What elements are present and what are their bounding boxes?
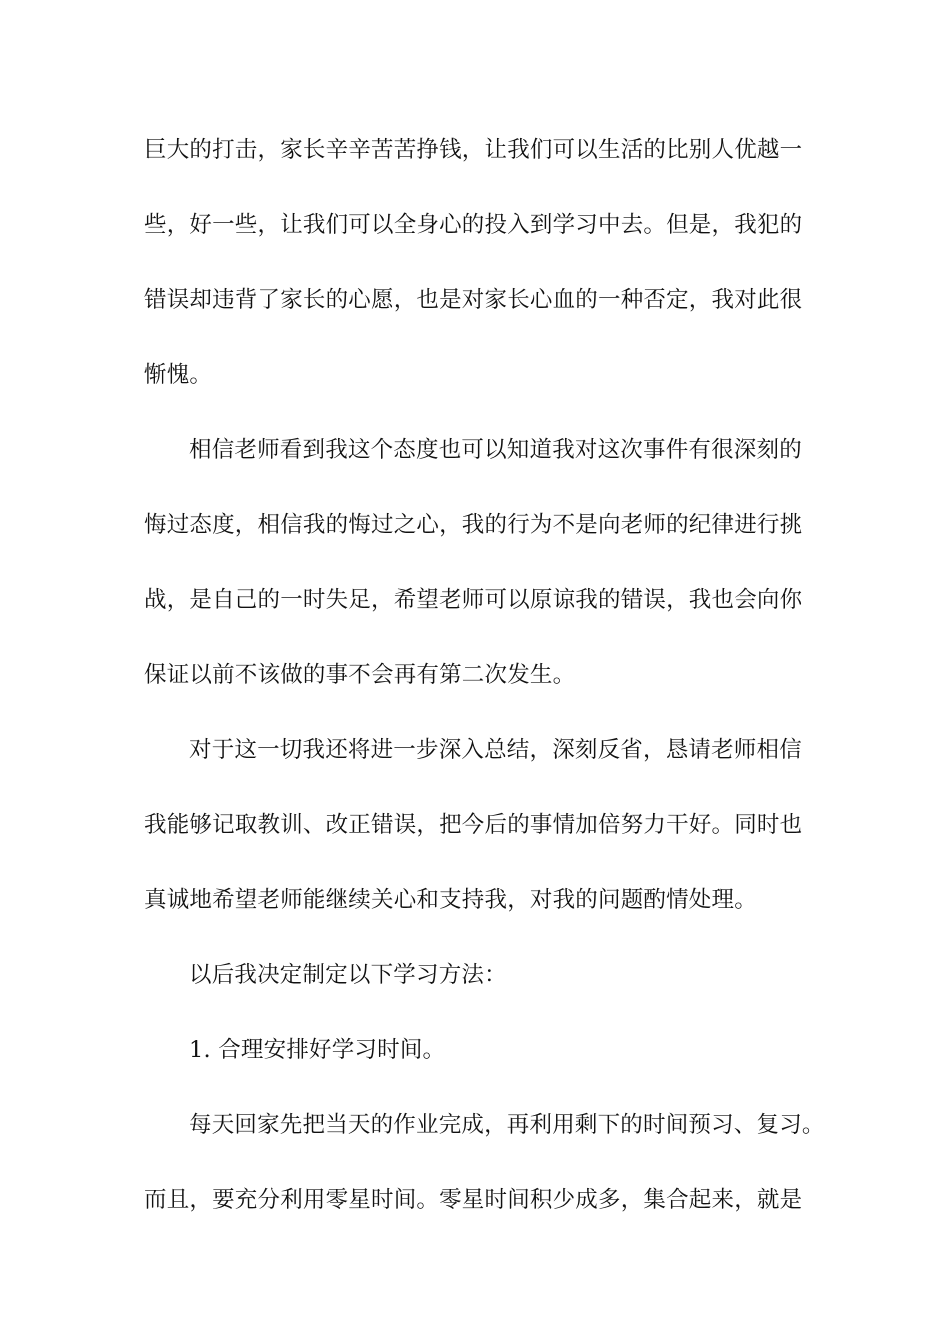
text-line: 悔过态度，相信我的悔过之心，我的行为不是向老师的纪律进行挑 <box>144 512 803 538</box>
text-line: 真诚地希望老师能继续关心和支持我，对我的问题酌情处理。 <box>144 887 757 913</box>
text-line: 惭愧。 <box>144 362 213 388</box>
text-line: 巨大的打击，家长辛辛苦苦挣钱，让我们可以生活的比别人优越一 <box>144 137 803 163</box>
text-line: 我能够记取教训、改正错误，把今后的事情加倍努力干好。同时也 <box>144 812 803 838</box>
text-line: 而且，要充分利用零星时间。零星时间积少成多，集合起来，就是 <box>144 1187 803 1213</box>
list-item-heading: 1. 合理安排好学习时间。 <box>189 1037 446 1063</box>
text-line: 些，好一些，让我们可以全身心的投入到学习中去。但是，我犯的 <box>144 212 803 238</box>
text-line: 保证以前不该做的事不会再有第二次发生。 <box>144 662 576 688</box>
paragraph-start-line: 每天回家先把当天的作业完成，再利用剩下的时间预习、复习。 <box>189 1112 825 1138</box>
paragraph-start-line: 对于这一切我还将进一步深入总结，深刻反省，恳请老师相信 <box>189 737 802 763</box>
paragraph-start-line: 相信老师看到我这个态度也可以知道我对这次事件有很深刻的 <box>189 437 802 463</box>
text-line: 战，是自己的一时失足，希望老师可以原谅我的错误，我也会向你 <box>144 587 803 613</box>
paragraph-start-line: 以后我决定制定以下学习方法： <box>189 962 507 988</box>
text-line: 错误却违背了家长的心愿，也是对家长心血的一种否定，我对此很 <box>144 287 803 313</box>
